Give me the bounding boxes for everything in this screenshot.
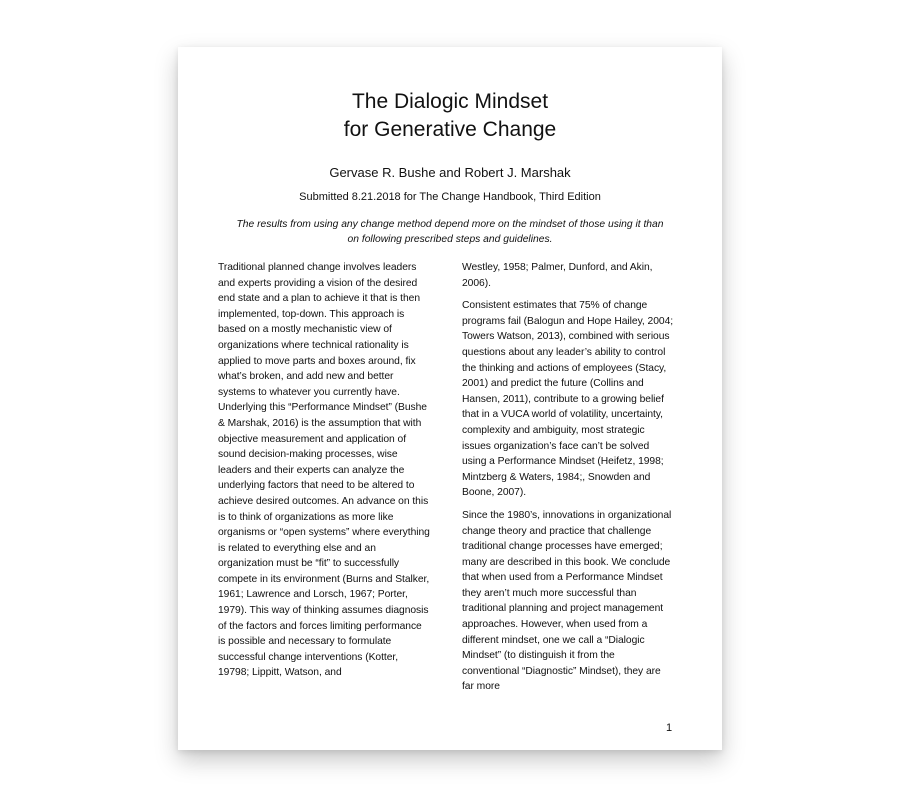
title-line-2: for Generative Change [343,118,557,141]
paragraph-change-failure: Consistent estimates that 75% of change programs fail (Balogun and Hope Hailey, 2004; Towers Watson, 2013), combined with serious questions about any leader’s ability to control the thinking and actions of employees (Stacy, 2001) and predict the future (Collins and Hansen, 2011), contribute to a growing belief that in a VUCA world of volatility, uncertainty, complexity and ambiguity, most strategic issues organization’s face can’t be solved using a Performance Mindset (Heifetz, 1998; Mintzberg & Waters, 1984;, Snowden and Boone, 2007). [462,300,674,499]
document-page [178,47,722,750]
right-column [462,260,674,702]
left-column [218,260,430,688]
submission-note: Submitted 8.21.2018 for The Change Handbook, Third Edition [299,191,601,203]
authors-line: Gervase R. Bushe and Robert J. Marshak [329,165,571,180]
epigraph: The results from using any change method depend more on the mindset of those using it than on following prescribed steps and guidelines. [236,219,664,245]
document-title [178,88,722,144]
paragraph-continuation: Westley, 1958; Palmer, Dunford, and Akin, 2006). [462,262,653,289]
paragraph-traditional-change: Traditional planned change involves leaders and experts providing a vision of the desired end state and a plan to achieve it that is then implemented, top-down. This approach is based on a mostly mechanistic view of organizations where technical rationality is applied to move parts and boxes around, fix what’s broken, and add new and better systems to whatever you currently have. Underlying this “Performance Mindset” (Bushe & Marshak, 2016) is the assumption that with objective measurement and application of sound decision-making processes, wise leaders and their experts can analyze the underlying factors that need to be altered to achieve desired outcomes. An advance on this is to think of organizations as more like organisms or “open systems” where everything is related to everything else and an organization must be “fit” to successfully compete in its environment (Burns and Stalker, 1961; Lawrence and Lorsch, 1967; Porter, 1979). This way of thinking assumes diagnosis of the factors and forces limiting performance is possible and necessary to formulate successful change interventions (Kotter, 19798; Lippitt, Watson, and [218,262,430,679]
paragraph-dialogic-mindset: Since the 1980’s, innovations in organizational change theory and practice that challenge traditional change processes have emerged; many are described in this book. We conclude that when used from a Performance Mindset they aren’t much more successful than traditional planning and project management approaches. However, when used from a different mindset, one we call a “Dialogic Mindset” (to distinguish it from the conventional “Diagnostic” Mindset), they are far more [462,509,672,693]
title-line-1: The Dialogic Mindset [351,90,549,113]
page-number: 1 [666,722,673,734]
